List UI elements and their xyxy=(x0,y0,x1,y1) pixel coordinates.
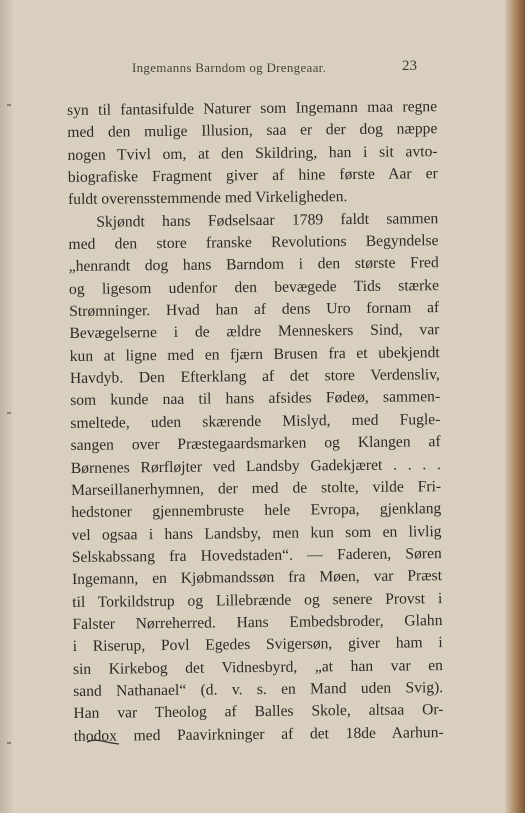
text-line: Marseillanerhymnen, der med de stolte, vilde Fri- xyxy=(70,477,442,499)
text-line: biografiske Fragment giver af hine første Aar er xyxy=(67,165,438,187)
text-line: „henrandt dog hans Barndom i den største Fred xyxy=(68,254,439,276)
edge-mark xyxy=(7,742,11,744)
text-line: nogen Tvivl om, at den Skildring, han i sit avto- xyxy=(67,142,438,164)
text-line: i Riserup, Povl Egedes Svigersøn, giver ham i xyxy=(72,634,443,656)
text-line: Bevægelserne i de ældre Menneskers Sind, var xyxy=(69,321,440,343)
text-line: Strømninger. Hvad han af dens Uro fornam af xyxy=(69,299,440,321)
page-edge xyxy=(505,0,525,813)
text-line: og ligesom udenfor den bevægede Tids stærke xyxy=(68,276,440,298)
running-title: Ingemanns Barndom og Drengeaar. xyxy=(132,60,327,75)
text-line: syn til fantasifulde Naturer som Ingemann maa regne xyxy=(67,98,438,119)
text-line: Børnenes Rørfløjter ved Landsby Gadekjæret . . . . xyxy=(70,455,441,477)
page-number: 23 xyxy=(402,58,417,74)
text-line: med den mulige Illusion, saa er der dog næppe xyxy=(67,120,438,142)
spine-shadow xyxy=(0,0,14,813)
text-line: fuldt overensstemmende med Virkeligheden. xyxy=(67,188,348,209)
text-line: med den store franske Revolutions Begyndelse xyxy=(68,232,439,254)
edge-mark xyxy=(7,412,11,414)
text-line: Selskabssang fra Hovedstaden“. — Faderen, Søren xyxy=(71,544,442,566)
text-line: som kunde naa til hans afsides Fødeø, sammen- xyxy=(70,388,441,410)
text-line: hedstoner gjennembruste hele Evropa, gjenklang xyxy=(71,500,442,522)
text-line: til Torkildstrup og Lillebrænde og senere Provst i xyxy=(72,589,443,611)
text-line: Skjøndt hans Fødselsaar 1789 faldt sammen xyxy=(96,209,439,231)
text-line: Ingemann, en Kjøbmandssøn fra Møen, var Præst xyxy=(71,567,443,589)
text-line: sangen over Præstegaardsmarken og Klangen af xyxy=(70,433,441,455)
text-line: vel ogsaa i hans Landsby, men kun som en livlig xyxy=(71,522,442,544)
text-line: kun at ligne med en fjærn Brusen fra et ubekjendt xyxy=(69,343,440,365)
edge-mark xyxy=(7,104,11,106)
text-line: Falster Nørreherred. Hans Embedsbroder, Glahn xyxy=(72,612,443,633)
pencil-mark xyxy=(86,738,120,746)
text-line: thodox med Paavirkninger af det 18de Aarhun- xyxy=(73,723,444,745)
body-text xyxy=(67,96,444,748)
text-line: Han var Theolog af Balles Skole, altsaa Or- xyxy=(73,701,444,723)
text-line: sin Kirkebog det Vidnesbyrd, „at han var en xyxy=(72,656,444,678)
text-line: Havdyb. Den Efterklang af det store Verdensliv, xyxy=(69,366,440,388)
text-line: sand Nathanael“ (d. v. s. en Mand uden Svig). xyxy=(73,679,444,700)
text-line: smeltede, uden skærende Mislyd, med Fugle- xyxy=(70,410,441,432)
